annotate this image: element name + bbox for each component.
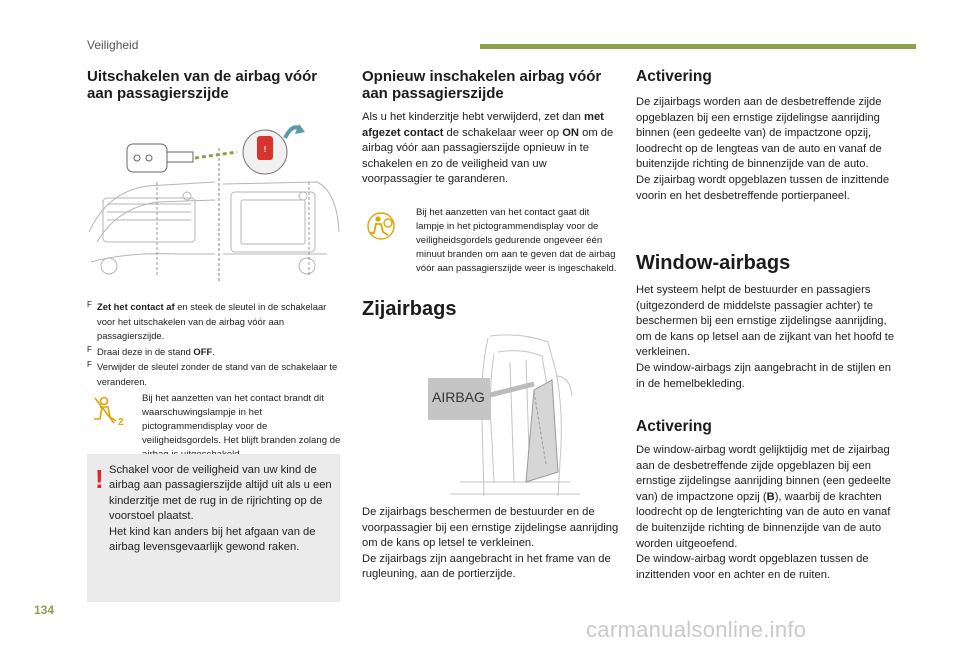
bullet-mark: F xyxy=(87,344,92,354)
zijairbags-title xyxy=(362,298,456,321)
activering2-text-part: ), waarbij de krachten loodrecht op de lengterichting van de auto en vanaf de buitenzijde richting de binnenzijde van de auto worden uitgeoefend. De window-airbag wordt opgeblazen tussen de inzittenden voor en achter en de ruiten. xyxy=(636,490,891,581)
bullet-mark: F xyxy=(87,300,92,309)
svg-text:!: ! xyxy=(263,145,267,154)
window-airbags-title xyxy=(636,252,790,275)
activering2-text xyxy=(636,443,898,583)
activering2-heading: Activering xyxy=(636,418,712,435)
col1-title-line2: aan passagierszijde xyxy=(87,85,229,102)
col2-title-line1: Opnieuw inschakelen airbag vóór xyxy=(362,68,602,85)
bullet-text: . xyxy=(212,345,215,357)
col1-title-line1: Uitschakelen van de airbag vóór xyxy=(87,68,318,85)
col2-note: Bij het aanzetten van het contact gaat dit lampje in het pictogrammendisplay voor de veiligheidsgordels gedurende ongeveer één minuut branden om aan te geven dat de airbag vóór aan passagierszijde weer is ingeschakeld. xyxy=(416,207,617,274)
col2-para-bold: ON xyxy=(562,126,579,139)
bullet-item xyxy=(87,345,343,360)
warning-box xyxy=(87,454,340,602)
col2-title xyxy=(362,68,627,102)
warning-text: Schakel voor de veiligheid van uw kind de airbag aan passagierszijde altijd uit als u een kinderzitje met de rug in de rijrichting op de voorstoel plaatst. Het kind kan anders bij het afgaan van de airbag levensgevaarlijk gewond raken. xyxy=(109,464,332,554)
watermark: carmanualsonline.info xyxy=(586,617,807,642)
zijairbags-paragraph: De zijairbags beschermen de bestuurder en de voorpassagier bij een ernstige zijdelingse aanrijding om de kans op letsel te verkleinen. De zijairbags zijn aangebracht in het frame van de rugleuning, aan de portierzijde. xyxy=(362,506,619,581)
window-airbags-heading: Window-airbags xyxy=(636,252,791,274)
activering1-text xyxy=(636,95,898,204)
activering1-heading: Activering xyxy=(636,68,712,85)
section-header: Veiligheid xyxy=(87,38,139,52)
col2-para-text: om de airbag vóór aan passagierszijde opnieuw in te schakelen en zo de veiligheid van uw voorpassagier te garanderen. xyxy=(362,126,614,186)
activering2-title xyxy=(636,418,712,435)
activering1-title xyxy=(636,68,712,85)
svg-text:2: 2 xyxy=(118,417,124,427)
bullet-bold: Zet het contact af xyxy=(97,301,175,312)
activering2-text-part: De window-airbag wordt gelijktijdig met de zijairbag aan de desbetreffende zijde opgeblazen bij een ernstige zijdelingse aanrijding binnen (een gedeelte van) de impactzone opzij ( xyxy=(636,444,892,503)
header-bar xyxy=(480,44,916,49)
bullet-text: Verwijder de sleutel zonder de stand van de schakelaar te veranderen. xyxy=(97,361,338,387)
warning-icon: ! xyxy=(95,464,104,494)
window-airbags-paragraph: Het systeem helpt de bestuurder en passagiers (uitgezonderd de middelste passagier achter) te beschermen bij een ernstige zijdelingse aanrijding, om de kans op letsel aan de zijkant van het hoofd te verkleinen. De window-airbags zijn aangebracht in de stijlen en in de hemelbekleding. xyxy=(636,284,895,390)
activering2-bold: B xyxy=(766,490,775,503)
bullet-item xyxy=(87,300,343,344)
col2-title-line2: aan passagierszijde xyxy=(362,85,504,102)
bullet-bold: OFF xyxy=(193,345,213,357)
col2-para-text: de schakelaar weer op xyxy=(443,126,563,139)
bullet-text: Draai deze in de stand xyxy=(97,345,194,357)
col2-para-bold: met afgezet contact xyxy=(362,111,604,139)
col2-paragraph xyxy=(362,110,620,188)
col1-note: Bij het aanzetten van het contact brandt dit waarschuwingslampje in het pictogrammendisplay voor de veiligheidsgordels. Het blijft branden zolang de xyxy=(142,393,341,446)
bullet-mark: F xyxy=(87,360,92,369)
airbag-label: AIRBAG xyxy=(432,389,485,405)
activering1-paragraph: De zijairbags worden aan de desbetreffende zijde opgeblazen bij een ernstige zijdelingse aanrijding binnen (een gedeelte van) de impactzone opzij, loodrecht op de lengteas van de auto en vanaf de buitenzijde richting de binnenzijde van de auto. De zijairbag wordt opgeblazen tussen de inzittende voorin en het desbetreffende portierpaneel. xyxy=(636,96,890,202)
page-number: 134 xyxy=(34,603,55,617)
airbag-on-icon xyxy=(367,210,399,242)
zijairbags-text xyxy=(362,505,620,583)
col1-title xyxy=(87,68,347,102)
col2-para-text: Als u het kinderzitje hebt verwijderd, zet dan xyxy=(362,111,585,123)
col1-bullets xyxy=(87,300,343,390)
bullet-item xyxy=(87,360,343,389)
window-airbags-text xyxy=(636,283,898,392)
bullet-text: en steek de sleutel in de schakelaar voor het uitschakelen van de airbag vóór aan passagierszijde. xyxy=(97,301,327,341)
airbag-switch-illustration xyxy=(87,112,340,296)
airbag-off-icon xyxy=(92,395,126,427)
zijairbags-heading: Zijairbags xyxy=(362,298,457,320)
